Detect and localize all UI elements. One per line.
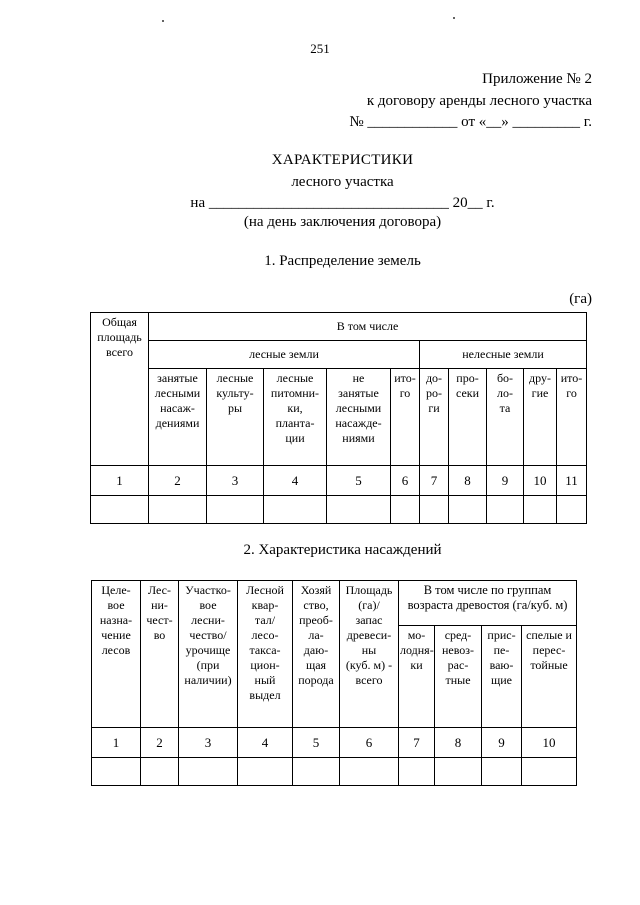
stand-characteristics-table [91, 580, 577, 786]
group-nonforest-lands: нелесные земли [420, 341, 587, 369]
scan-speck [453, 17, 455, 19]
table-cell[interactable] [391, 496, 420, 524]
page-number: 251 [310, 41, 330, 56]
column-number: 9 [487, 466, 524, 496]
col-forest-crops: лесные культу- ры [207, 369, 264, 466]
col-forest-quarter: Лесной квар- тал/ лесо- такса- цион- ный выдел [238, 581, 293, 728]
column-number: 8 [449, 466, 487, 496]
column-number: 10 [522, 728, 577, 758]
table-cell[interactable] [238, 758, 293, 786]
table-cell[interactable] [420, 496, 449, 524]
table-cell[interactable] [522, 758, 577, 786]
col-young: мо- лодня- ки [399, 626, 435, 728]
section1-title: 1. Распределение земель [264, 253, 421, 269]
column-number: 11 [557, 466, 587, 496]
appendix-title: Приложение № 2 [482, 71, 592, 87]
table-cell[interactable] [149, 496, 207, 524]
column-number: 5 [327, 466, 391, 496]
unit-label: (га) [569, 291, 592, 307]
column-number: 4 [238, 728, 293, 758]
document-title: ХАРАКТЕРИСТИКИ [271, 152, 414, 168]
data-entry-row [92, 758, 577, 786]
column-number: 2 [141, 728, 179, 758]
col-nonforest-total: ито- го [557, 369, 587, 466]
table-cell[interactable] [141, 758, 179, 786]
data-entry-row [91, 496, 587, 524]
col-district-forestry: Участко- вое лесни- чество/ урочище (при наличии) [179, 581, 238, 728]
appendix-contract-ref: к договору аренды лесного участка [366, 93, 592, 109]
table-cell[interactable] [524, 496, 557, 524]
table-cell[interactable] [557, 496, 587, 524]
document-subtitle: лесного участка [291, 174, 394, 190]
table-cell[interactable] [91, 496, 149, 524]
column-number-row [91, 466, 587, 496]
table-cell[interactable] [487, 496, 524, 524]
appendix-number-date: № ____________ от «__» _________ г. [349, 114, 592, 130]
group-including: В том числе [149, 313, 587, 341]
date-line: на ________________________________ 20__ г. [190, 195, 495, 211]
column-number: 7 [420, 466, 449, 496]
col-other: дру- гие [524, 369, 557, 466]
table-cell[interactable] [179, 758, 238, 786]
col-forestry: Лес- ни- чест- во [141, 581, 179, 728]
column-number: 1 [91, 466, 149, 496]
date-note: (на день заключения договора) [243, 214, 442, 230]
land-distribution-table [90, 312, 587, 524]
table-cell[interactable] [482, 758, 522, 786]
group-age-classes: В том числе по группам возраста древостоя (га/куб. м) [399, 581, 577, 626]
column-number: 3 [207, 466, 264, 496]
table-cell[interactable] [293, 758, 340, 786]
column-number: 10 [524, 466, 557, 496]
column-number: 6 [340, 728, 399, 758]
column-number: 2 [149, 466, 207, 496]
col-unforested: не занятые лесными насажде- ниями [327, 369, 391, 466]
col-middle-aged: сред- невоз- рас- тные [435, 626, 482, 728]
table-cell[interactable] [435, 758, 482, 786]
col-nurseries: лесные питомни- ки, планта- ции [264, 369, 327, 466]
col-total-area: Общая площадь всего [91, 313, 149, 466]
group-forest-lands: лесные земли [149, 341, 420, 369]
table-cell[interactable] [327, 496, 391, 524]
table-cell[interactable] [92, 758, 141, 786]
col-forest-total: ито- го [391, 369, 420, 466]
column-number: 6 [391, 466, 420, 496]
col-forested: занятые лесными насаж- дениями [149, 369, 207, 466]
column-number: 5 [293, 728, 340, 758]
col-roads: до- ро- ги [420, 369, 449, 466]
table-cell[interactable] [207, 496, 264, 524]
table-cell[interactable] [264, 496, 327, 524]
col-swamps: бо- ло- та [487, 369, 524, 466]
column-number: 1 [92, 728, 141, 758]
table-cell[interactable] [399, 758, 435, 786]
column-number: 7 [399, 728, 435, 758]
table-cell[interactable] [340, 758, 399, 786]
column-number-row [92, 728, 577, 758]
col-mature-overmature: спелые и перес- тойные [522, 626, 577, 728]
column-number: 8 [435, 728, 482, 758]
col-dominant-species: Хозяй ство, преоб- ла- даю- щая порода [293, 581, 340, 728]
col-maturing: прис- пе- ваю- щие [482, 626, 522, 728]
scan-speck [162, 20, 164, 22]
col-forest-purpose: Целе- вое назна- чение лесов [92, 581, 141, 728]
column-number: 9 [482, 728, 522, 758]
column-number: 3 [179, 728, 238, 758]
col-area-stock: Площадь (га)/ запас древеси- ны (куб. м) - всего [340, 581, 399, 728]
section2-title: 2. Характеристика насаждений [243, 542, 442, 558]
col-clearings: про- секи [449, 369, 487, 466]
table-cell[interactable] [449, 496, 487, 524]
column-number: 4 [264, 466, 327, 496]
